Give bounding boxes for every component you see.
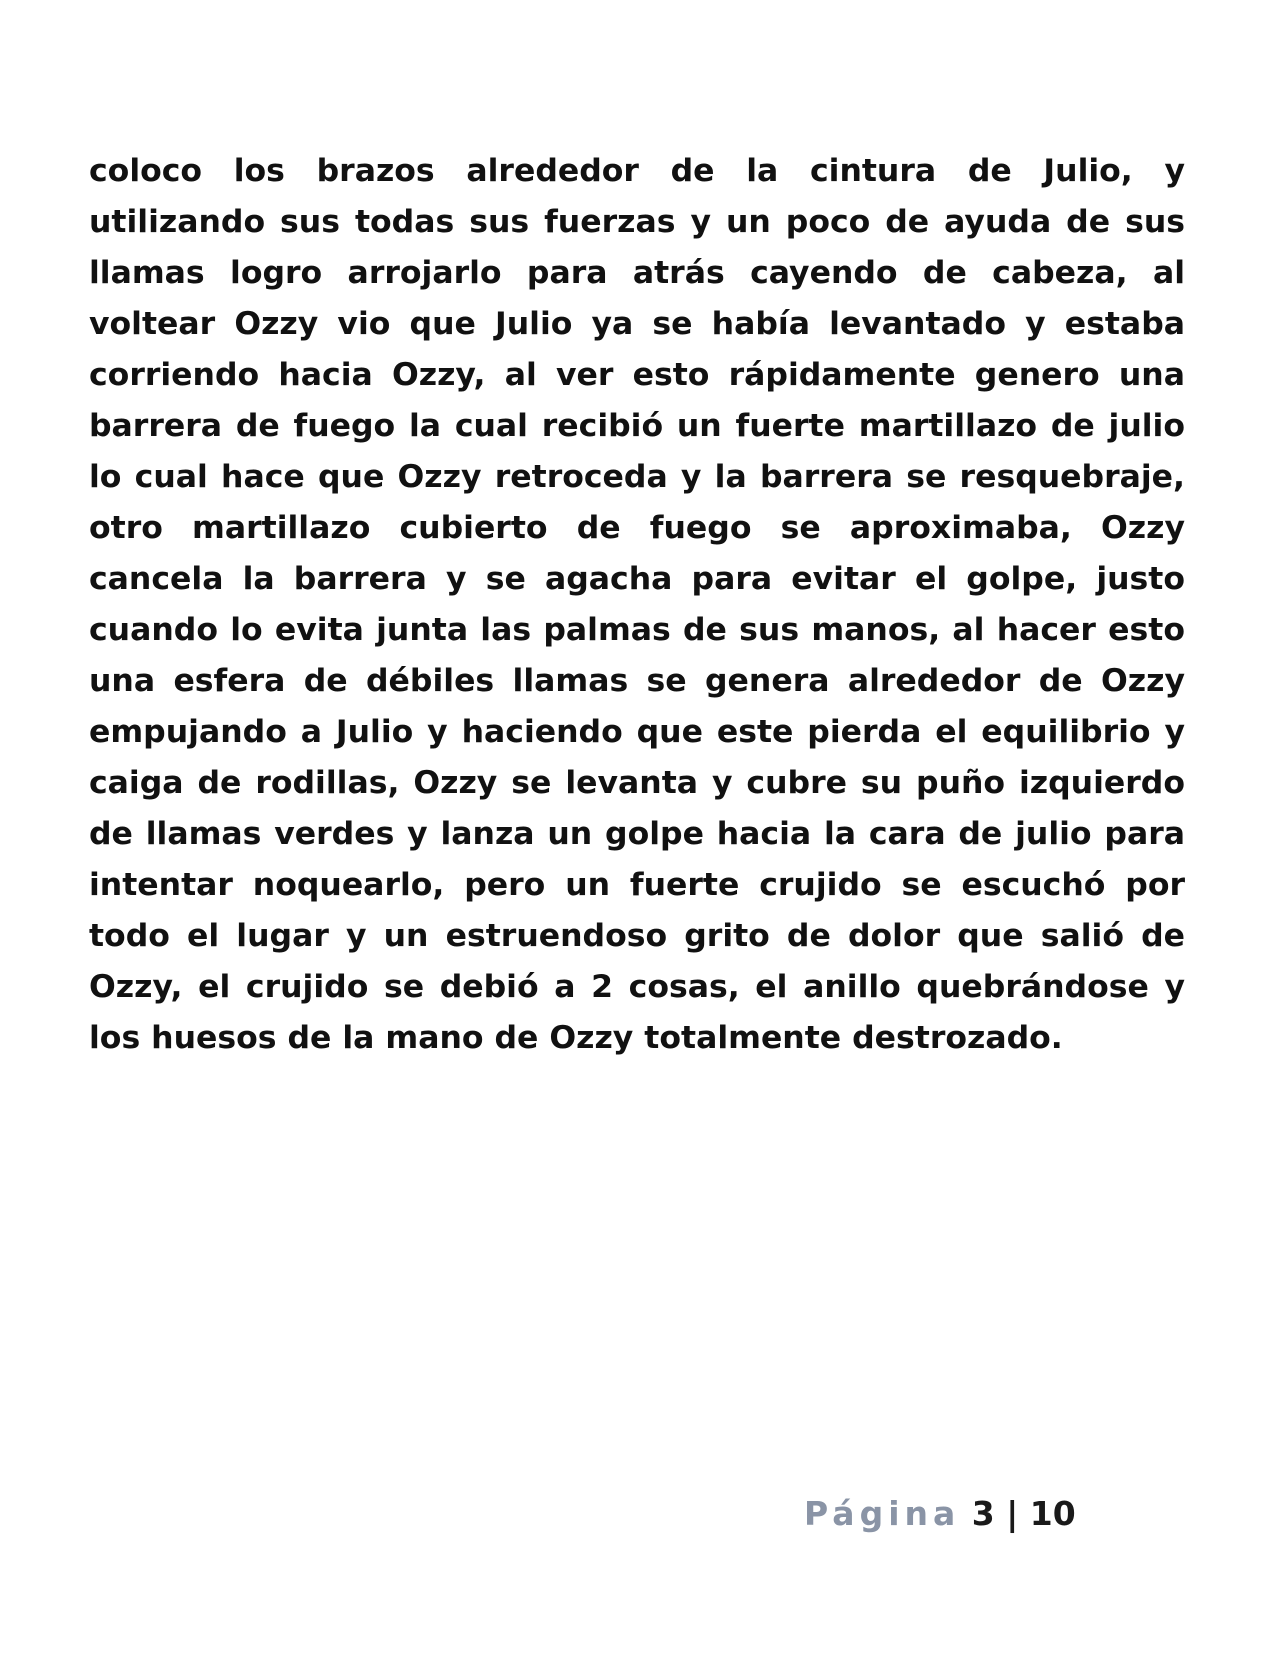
total-pages: 10 [1029,1494,1076,1533]
page-footer [804,1492,1076,1536]
body-paragraph: coloco los brazos alrededor de la cintura de Julio, y utilizando sus todas sus fuerzas y un poco de ayuda de sus llamas logro arrojarlo para atrás cayendo de cabeza, al voltear Ozzy vio que Julio ya se había levantado y estaba corriendo hacia Ozzy, al ver esto rápidamente genero una barrera de fuego la cual recibió un fuerte martillazo de julio lo cual hace que Ozzy retroceda y la barrera se resquebraje, otro martillazo cubierto de fuego se aproximaba, Ozzy cancela la barrera y se agacha para evitar el golpe, justo cuando lo evita junta las palmas de sus manos, al hacer esto una esfera de débiles llamas se genera alrededor de Ozzy empujando a Julio y haciendo que este pierda el equilibrio y caiga de rodillas, Ozzy se levanta y cubre su puño izquierdo de llamas verdes y lanza un golpe hacia la cara de julio para intentar noquearlo, pero un fuerte crujido se escuchó por todo el lugar y un estruendoso grito de dolor que salió de Ozzy, el crujido se debió a 2 cosas, el anillo quebrándose y los huesos de la mano de Ozzy totalmente destrozado. [89,153,1185,1056]
page-number: 3 [971,1494,995,1533]
page-label: Página [804,1494,961,1533]
page-separator: | [1006,1494,1019,1533]
